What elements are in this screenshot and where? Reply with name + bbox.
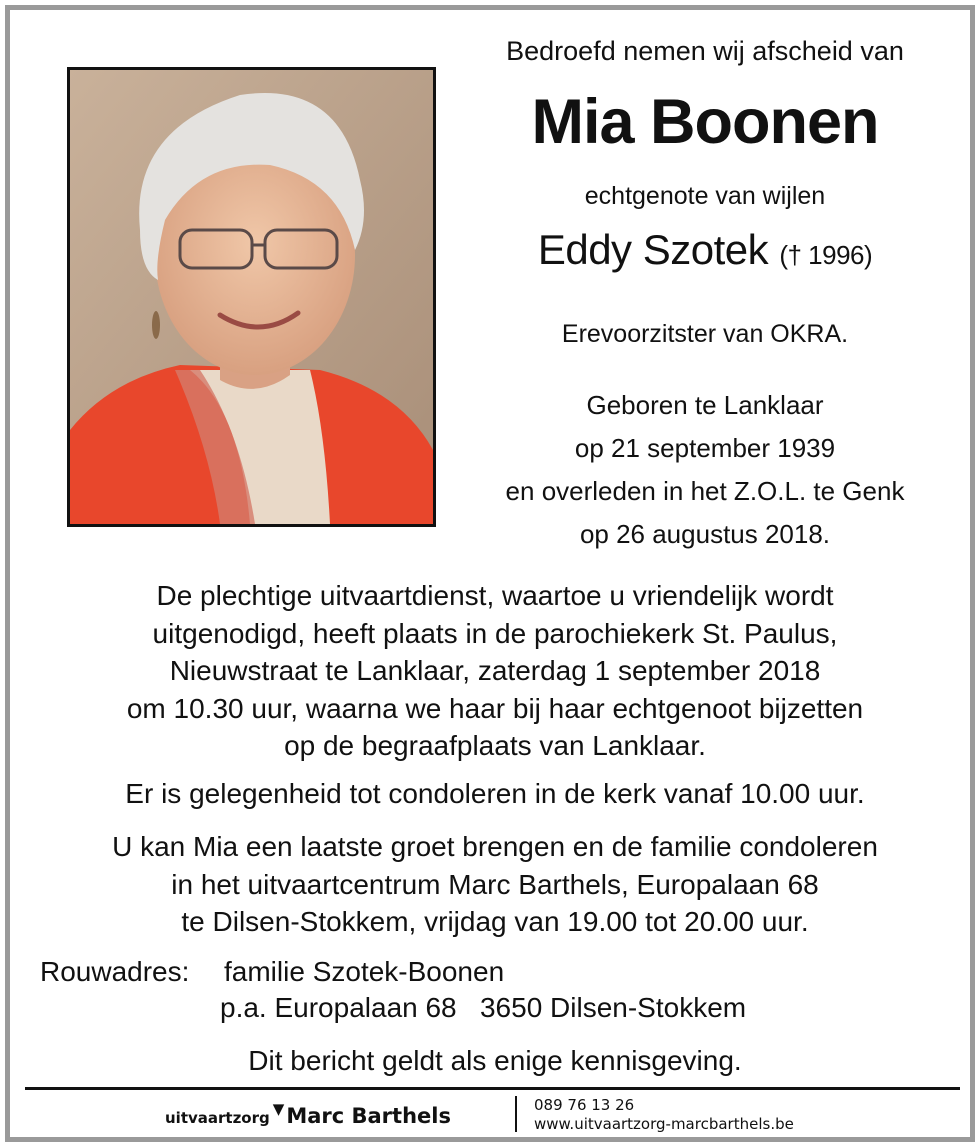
- funeral-home-logo: [165, 1100, 451, 1128]
- born-line: op 26 augustus 2018.: [579, 519, 831, 549]
- brand-name: Marc Barthels: [286, 1104, 451, 1128]
- footer-contact: [534, 1096, 794, 1134]
- visit-line: in het uitvaartcentrum Marc Barthels, Europalaan 68: [171, 868, 819, 900]
- visit-line: te Dilsen-Stokkem, vrijdag van 19.00 tot 20.00 uur.: [181, 906, 809, 937]
- rouwadres-line2: p.a. Europalaan 68 3650 Dilsen-Stokkem: [220, 992, 747, 1023]
- visit-line: U kan Mia een laatste groet brengen en de familie condoleren: [112, 831, 878, 862]
- spouse-line: [450, 226, 960, 274]
- website-link[interactable]: www.uitvaartzorg-marcbarthels.be: [534, 1115, 794, 1133]
- condolence-info: Er is gelegenheid tot condoleren in de kerk vanaf 10.00 uur.: [125, 778, 865, 809]
- born-line: op 21 september 1939: [574, 433, 836, 463]
- role-text: Erevoorzitster van OKRA.: [561, 320, 849, 348]
- brand-prefix: uitvaartzorg: [165, 1109, 270, 1127]
- spouse-label: echtgenote van wijlen: [584, 182, 826, 210]
- footer-divider: [25, 1087, 960, 1090]
- footer-separator: [515, 1096, 517, 1132]
- spouse-name: Eddy Szotek: [537, 226, 769, 273]
- funeral-service-info: [20, 577, 970, 765]
- born-line: en overleden in het Z.O.L. te Genk: [505, 476, 905, 506]
- service-line: om 10.30 uur, waarna we haar bij haar echtgenoot bijzetten: [126, 692, 864, 724]
- phone-number: 089 76 13 26: [534, 1096, 635, 1114]
- rouwadres-label: Rouwadres:: [40, 956, 190, 987]
- triangle-icon: ▼: [272, 1100, 285, 1118]
- mourning-address: [40, 956, 747, 1023]
- service-line: uitgenodigd, heeft plaats in de parochiekerk St. Paulus,: [152, 617, 838, 649]
- spouse-death-year: († 1996): [779, 240, 873, 270]
- obituary-card: [5, 5, 975, 1142]
- portrait-photo: [67, 67, 436, 527]
- service-line: Nieuwstraat te Lanklaar, zaterdag 1 september 2018: [169, 655, 821, 686]
- birth-death-info: [450, 384, 960, 556]
- born-line: Geboren te Lanklaar: [586, 390, 824, 420]
- deceased-name: Mia Boonen: [531, 87, 879, 157]
- service-line: De plechtige uitvaartdienst, waartoe u vriendelijk wordt: [156, 580, 834, 611]
- service-line: op de begraafplaats van Lanklaar.: [284, 730, 706, 761]
- intro-text: Bedroefd nemen wij afscheid van: [506, 36, 904, 66]
- visitation-info: [20, 828, 970, 941]
- notice-text: Dit bericht geldt als enige kennisgeving.: [248, 1045, 742, 1076]
- rouwadres-line1: familie Szotek-Boonen: [224, 956, 505, 987]
